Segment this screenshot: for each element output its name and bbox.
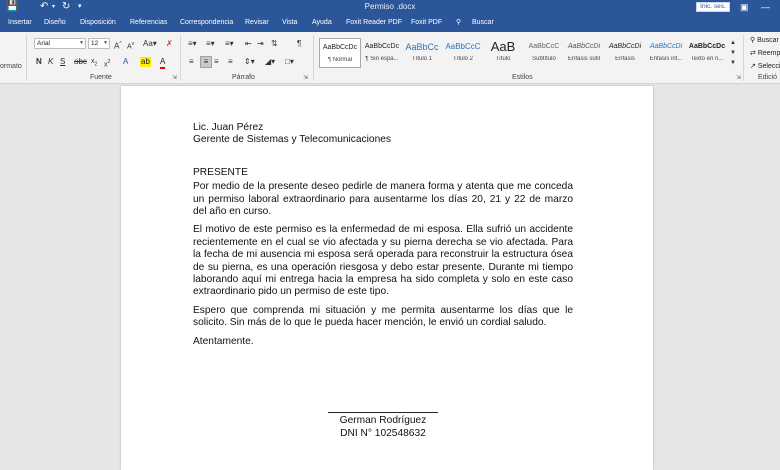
replace-label: Reemp <box>757 50 780 57</box>
style-title[interactable] <box>482 38 524 68</box>
tab-diseno[interactable]: Diseño <box>44 19 66 26</box>
font-group-label: Fuente <box>90 74 112 81</box>
find-label: Buscar <box>757 37 779 44</box>
style-no-spacing[interactable] <box>361 38 403 68</box>
style-name: Título 1 <box>411 56 432 62</box>
style-subtle-emphasis[interactable] <box>563 38 605 68</box>
signature-block <box>328 412 438 440</box>
strikethrough-icon[interactable]: abc <box>74 57 87 66</box>
menu-bar <box>0 14 780 32</box>
line-spacing-icon[interactable]: ⇕▾ <box>244 57 255 66</box>
style-name: Texto en n... <box>690 56 724 62</box>
ribbon <box>0 32 780 84</box>
search-icon[interactable]: ⚲ <box>456 19 462 26</box>
title-bar <box>0 0 780 14</box>
tab-ayuda[interactable]: Ayuda <box>312 19 332 26</box>
tab-referencias[interactable]: Referencias <box>130 19 168 26</box>
find-button[interactable] <box>750 36 779 44</box>
shading-icon[interactable]: ◢▾ <box>265 57 276 66</box>
style-preview: AaBbCcC <box>445 42 481 51</box>
highlight-color-icon[interactable]: ab <box>141 57 150 66</box>
style-preview: AaBbCcDc <box>364 43 400 50</box>
styles-dialog-launcher-icon[interactable]: ⇲ <box>736 75 742 81</box>
customize-quick-access-icon[interactable]: ▾ <box>78 3 82 10</box>
paragraph-dialog-launcher-icon[interactable]: ⇲ <box>303 75 309 81</box>
style-intense-emphasis[interactable] <box>645 38 687 68</box>
text-effects-icon[interactable]: A <box>123 57 129 66</box>
style-preview: AaBbCcDi <box>608 43 642 50</box>
font-color-icon[interactable]: A <box>160 57 165 69</box>
style-name: Subtítulo <box>532 56 556 62</box>
group-separator <box>313 35 314 81</box>
justify-icon[interactable]: ≡ <box>228 57 233 66</box>
underline-icon[interactable]: S <box>60 57 66 66</box>
tab-revisar[interactable]: Revisar <box>245 19 269 26</box>
save-icon[interactable]: 💾 <box>6 1 19 12</box>
select-icon: ↗ <box>750 63 756 70</box>
redo-icon[interactable]: ↻ <box>62 1 71 12</box>
tab-disposicion[interactable]: Disposición <box>80 19 116 26</box>
style-emphasis[interactable] <box>604 38 646 68</box>
shrink-font-icon[interactable]: $A^v$ <box>127 41 135 51</box>
styles-group-label: Estilos <box>512 74 533 81</box>
editing-group-label: Edició <box>758 74 778 81</box>
numbering-icon[interactable]: ≡▾ <box>206 39 215 48</box>
sort-icon[interactable]: ⇅ <box>271 39 278 48</box>
replace-button[interactable] <box>750 49 780 57</box>
bullets-icon[interactable]: ≡▾ <box>188 39 197 48</box>
chevron-down-icon: ▼ <box>79 40 84 46</box>
font-size-value: 12 <box>91 40 99 47</box>
style-name: ¶ Normal <box>327 57 353 63</box>
style-preview: AaBbCcDi <box>649 43 683 50</box>
group-separator <box>26 35 27 81</box>
subscript-icon[interactable]: $x_2$ <box>91 58 98 68</box>
show-formatting-marks-icon[interactable]: ¶ <box>297 39 302 48</box>
bold-icon[interactable]: N <box>36 57 42 66</box>
style-name: Título 2 <box>452 56 473 62</box>
style-preview: AaB <box>490 39 516 54</box>
style-strong[interactable] <box>686 38 728 68</box>
search-icon: ⚲ <box>750 37 756 44</box>
font-name-combo[interactable] <box>34 38 86 49</box>
style-name: Énfasis int... <box>649 56 683 62</box>
recipient-name: Lic. Juan Pérez <box>193 122 264 133</box>
spacer <box>193 147 573 167</box>
styles-scroll-up-icon[interactable]: ▲ <box>730 40 736 46</box>
style-name: Énfasis sutil <box>567 56 600 62</box>
style-preview: AaBbCcDc <box>322 44 358 51</box>
style-name: ¶ Sin espa... <box>365 56 399 62</box>
multilevel-list-icon[interactable]: ≡▾ <box>225 39 234 48</box>
tab-insertar[interactable]: Insertar <box>8 19 32 26</box>
group-separator <box>180 35 181 81</box>
signature-id: DNI N° 102548632 <box>340 428 426 439</box>
style-preview: AaBbCc <box>405 42 439 52</box>
font-dialog-launcher-icon[interactable]: ⇲ <box>172 75 178 81</box>
document-body[interactable] <box>193 122 573 348</box>
group-separator <box>743 35 744 81</box>
superscript-icon[interactable]: $x^2$ <box>104 59 111 69</box>
paragraph-request: Por medio de la presente deseo pedirle de manera forma y atenta que me conceda un permiso laboral extraordinario para ausentarme los días 20, 21 y 22 de marzo del año en curso. <box>193 181 573 218</box>
recipient-title: Gerente de Sistemas y Telecomunicaciones <box>193 134 392 146</box>
styles-scroll-down-icon[interactable]: ▼ <box>730 50 736 56</box>
undo-dropdown-icon[interactable]: ▾ <box>52 4 56 10</box>
borders-icon[interactable]: □▾ <box>285 57 294 66</box>
grow-font-icon[interactable]: A^ <box>114 41 122 51</box>
paragraph-closing-request: Espero que comprenda mi situación y me permita ausentarme los días que le solicito. Sin más de lo que le pueda hacer mención, le envió un cordial saludo. <box>193 304 573 329</box>
style-heading-1[interactable] <box>401 38 443 68</box>
document-title: Permiso .docx <box>364 2 416 11</box>
select-label: Selecci <box>757 63 780 70</box>
tab-correspondencia[interactable]: Correspondencia <box>180 19 234 26</box>
paragraph-reason: El motivo de este permiso es la enfermedad de mi esposa. Ella sufrió un accidente recientemente en el cual se vio afectada y su pierna derecha se vio afectada. Para la fecha de mi ausencia mi esposa será operada para reconstruir la estructura ósea de su pierna, es una operación riesgosa y debo estar presente. Durante mi tiempo laborando aquí mi entrega hacia la empresa ha sido completa y solo en este caso extraordinario pido un permiso de este tipo. <box>193 224 573 298</box>
signature-name: German Rodríguez <box>339 415 427 426</box>
tab-foxit-pdf[interactable]: Foxit PDF <box>411 19 443 26</box>
align-right-icon[interactable]: ≡ <box>214 57 219 66</box>
tab-foxit-reader-pdf[interactable]: Foxit Reader PDF <box>346 19 403 26</box>
style-name: Énfasis <box>615 56 635 62</box>
style-preview: AaBbCcDi <box>567 43 601 50</box>
ribbon-display-options-icon[interactable]: ▣ <box>740 2 749 12</box>
decrease-indent-icon[interactable]: ⇤ <box>245 39 252 48</box>
align-left-icon[interactable]: ≡ <box>189 57 194 66</box>
replace-icon: ⇄ <box>750 50 756 57</box>
tab-vista[interactable]: Vista <box>282 19 298 26</box>
style-heading-2[interactable] <box>442 38 484 68</box>
salutation: PRESENTE <box>193 166 248 178</box>
select-button[interactable] <box>750 62 780 70</box>
tell-me-search[interactable]: Buscar <box>472 19 494 26</box>
font-size-combo[interactable] <box>88 38 110 49</box>
change-case-icon[interactable]: Aa▾ <box>143 39 157 48</box>
document-page[interactable] <box>121 86 653 470</box>
closing: Atentamente. <box>193 335 254 347</box>
clear-formatting-icon[interactable]: ✗ <box>166 39 173 48</box>
signature-line <box>328 412 438 413</box>
chevron-down-icon: ▼ <box>103 40 108 46</box>
increase-indent-icon[interactable]: ⇥ <box>257 39 264 48</box>
style-normal[interactable] <box>319 38 361 68</box>
font-name-value: Arial <box>37 40 51 47</box>
copy-format-label[interactable]: ormato <box>0 63 22 70</box>
style-subtitle[interactable] <box>523 38 565 68</box>
style-preview: AaBbCcDc <box>688 43 726 50</box>
styles-more-icon[interactable]: ▼ <box>730 60 736 66</box>
sign-in-button[interactable]: Inic. ses. <box>696 2 730 12</box>
undo-icon[interactable]: ↶ <box>40 1 49 12</box>
minimize-icon[interactable]: — <box>761 2 770 12</box>
style-name: Título <box>495 56 511 62</box>
italic-icon[interactable]: K <box>48 57 54 66</box>
align-center-icon[interactable]: ≡ <box>200 56 212 68</box>
paragraph-group-label: Párrafo <box>232 74 255 81</box>
style-preview: AaBbCcC <box>528 43 560 50</box>
